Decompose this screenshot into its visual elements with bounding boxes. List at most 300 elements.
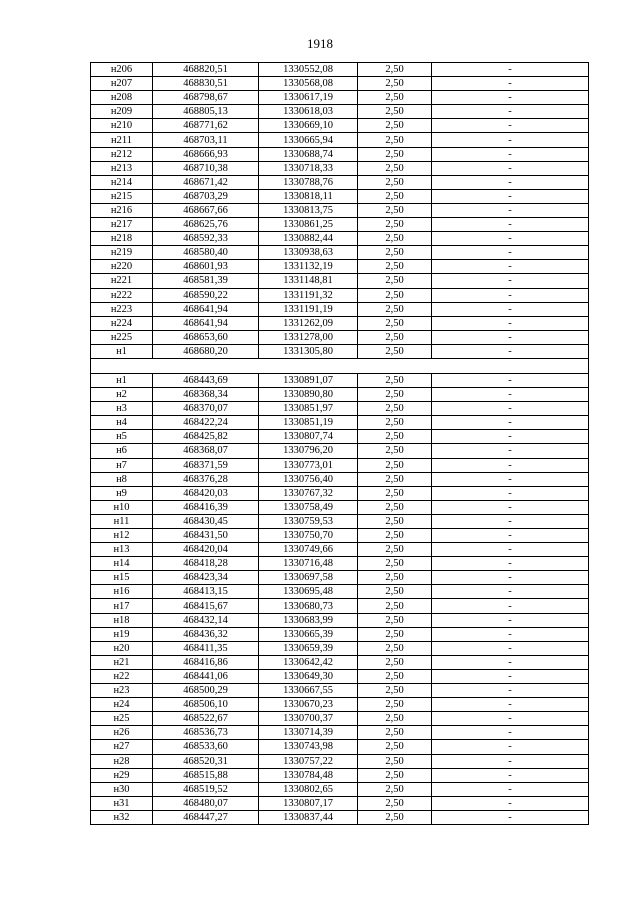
x-coordinate-cell: 468805,13 xyxy=(153,105,259,119)
y-coordinate-cell: 1330665,39 xyxy=(259,627,358,641)
note-cell: - xyxy=(432,458,589,472)
y-coordinate-cell: 1330568,08 xyxy=(259,77,358,91)
x-coordinate-cell: 468520,31 xyxy=(153,754,259,768)
value-cell: 2,50 xyxy=(358,684,432,698)
note-cell: - xyxy=(432,147,589,161)
value-cell: 2,50 xyxy=(358,613,432,627)
value-cell: 2,50 xyxy=(358,119,432,133)
x-coordinate-cell: 468653,60 xyxy=(153,330,259,344)
point-name-cell: н19 xyxy=(91,627,153,641)
table-row xyxy=(91,430,589,444)
x-coordinate-cell: 468703,29 xyxy=(153,189,259,203)
table-row xyxy=(91,810,589,824)
value-cell: 2,50 xyxy=(358,91,432,105)
note-cell: - xyxy=(432,627,589,641)
note-cell: - xyxy=(432,557,589,571)
y-coordinate-cell: 1330749,66 xyxy=(259,543,358,557)
point-name-cell: н210 xyxy=(91,119,153,133)
x-coordinate-cell: 468580,40 xyxy=(153,246,259,260)
y-coordinate-cell: 1331191,19 xyxy=(259,302,358,316)
point-name-cell: н214 xyxy=(91,175,153,189)
x-coordinate-cell: 468771,62 xyxy=(153,119,259,133)
y-coordinate-cell: 1330759,53 xyxy=(259,514,358,528)
y-coordinate-cell: 1330807,17 xyxy=(259,796,358,810)
note-cell: - xyxy=(432,712,589,726)
x-coordinate-cell: 468443,69 xyxy=(153,373,259,387)
x-coordinate-cell: 468411,35 xyxy=(153,641,259,655)
y-coordinate-cell: 1330802,65 xyxy=(259,782,358,796)
x-coordinate-cell: 468441,06 xyxy=(153,669,259,683)
note-cell: - xyxy=(432,288,589,302)
y-coordinate-cell: 1330891,07 xyxy=(259,373,358,387)
value-cell: 2,50 xyxy=(358,810,432,824)
y-coordinate-cell: 1330649,30 xyxy=(259,669,358,683)
value-cell: 2,50 xyxy=(358,232,432,246)
point-name-cell: н206 xyxy=(91,63,153,77)
y-coordinate-cell: 1330767,32 xyxy=(259,486,358,500)
value-cell: 2,50 xyxy=(358,486,432,500)
table-row xyxy=(91,189,589,203)
value-cell: 2,50 xyxy=(358,444,432,458)
table-row xyxy=(91,260,589,274)
table-row xyxy=(91,571,589,585)
table-row xyxy=(91,416,589,430)
value-cell: 2,50 xyxy=(358,754,432,768)
x-coordinate-cell: 468641,94 xyxy=(153,302,259,316)
value-cell: 2,50 xyxy=(358,63,432,77)
y-coordinate-cell: 1330665,94 xyxy=(259,133,358,147)
note-cell: - xyxy=(432,344,589,358)
y-coordinate-cell: 1330938,63 xyxy=(259,246,358,260)
x-coordinate-cell: 468415,67 xyxy=(153,599,259,613)
x-coordinate-cell: 468370,07 xyxy=(153,402,259,416)
table-row xyxy=(91,147,589,161)
note-cell: - xyxy=(432,543,589,557)
point-name-cell: н16 xyxy=(91,585,153,599)
table-row xyxy=(91,599,589,613)
table-row xyxy=(91,63,589,77)
point-name-cell: н11 xyxy=(91,514,153,528)
x-coordinate-cell: 468376,28 xyxy=(153,472,259,486)
y-coordinate-cell: 1330552,08 xyxy=(259,63,358,77)
note-cell: - xyxy=(432,232,589,246)
value-cell: 2,50 xyxy=(358,557,432,571)
x-coordinate-cell: 468820,51 xyxy=(153,63,259,77)
y-coordinate-cell: 1330807,74 xyxy=(259,430,358,444)
x-coordinate-cell: 468432,14 xyxy=(153,613,259,627)
table-row xyxy=(91,529,589,543)
y-coordinate-cell: 1331305,80 xyxy=(259,344,358,358)
point-name-cell: н23 xyxy=(91,684,153,698)
table-row xyxy=(91,246,589,260)
table-row xyxy=(91,330,589,344)
table-row xyxy=(91,712,589,726)
table-row xyxy=(91,768,589,782)
value-cell: 2,50 xyxy=(358,430,432,444)
note-cell: - xyxy=(432,105,589,119)
note-cell: - xyxy=(432,571,589,585)
table-row xyxy=(91,613,589,627)
point-name-cell: н32 xyxy=(91,810,153,824)
table-row xyxy=(91,161,589,175)
table-row xyxy=(91,288,589,302)
point-name-cell: н8 xyxy=(91,472,153,486)
table-row xyxy=(91,740,589,754)
table-row xyxy=(91,344,589,358)
point-name-cell: н209 xyxy=(91,105,153,119)
point-name-cell: н220 xyxy=(91,260,153,274)
point-name-cell: н18 xyxy=(91,613,153,627)
value-cell: 2,50 xyxy=(358,416,432,430)
y-coordinate-cell: 1330882,44 xyxy=(259,232,358,246)
point-name-cell: н218 xyxy=(91,232,153,246)
x-coordinate-cell: 468641,94 xyxy=(153,316,259,330)
point-name-cell: н221 xyxy=(91,274,153,288)
x-coordinate-cell: 468447,27 xyxy=(153,810,259,824)
table-row xyxy=(91,514,589,528)
x-coordinate-cell: 468667,66 xyxy=(153,203,259,217)
table-row xyxy=(91,175,589,189)
value-cell: 2,50 xyxy=(358,458,432,472)
note-cell: - xyxy=(432,669,589,683)
value-cell: 2,50 xyxy=(358,500,432,514)
note-cell: - xyxy=(432,472,589,486)
table-row xyxy=(91,388,589,402)
x-coordinate-cell: 468420,04 xyxy=(153,543,259,557)
note-cell: - xyxy=(432,500,589,514)
point-name-cell: н13 xyxy=(91,543,153,557)
note-cell: - xyxy=(432,91,589,105)
x-coordinate-cell: 468368,07 xyxy=(153,444,259,458)
x-coordinate-cell: 468522,67 xyxy=(153,712,259,726)
note-cell: - xyxy=(432,796,589,810)
table-row xyxy=(91,641,589,655)
table-row xyxy=(91,218,589,232)
point-name-cell: н222 xyxy=(91,288,153,302)
value-cell: 2,50 xyxy=(358,189,432,203)
table-row xyxy=(91,91,589,105)
note-cell: - xyxy=(432,430,589,444)
value-cell: 2,50 xyxy=(358,274,432,288)
x-coordinate-cell: 468533,60 xyxy=(153,740,259,754)
note-cell: - xyxy=(432,698,589,712)
point-name-cell: н21 xyxy=(91,655,153,669)
x-coordinate-cell: 468431,50 xyxy=(153,529,259,543)
note-cell: - xyxy=(432,444,589,458)
x-coordinate-cell: 468480,07 xyxy=(153,796,259,810)
table-row xyxy=(91,655,589,669)
y-coordinate-cell: 1331191,32 xyxy=(259,288,358,302)
note-cell: - xyxy=(432,655,589,669)
value-cell: 2,50 xyxy=(358,316,432,330)
point-name-cell: н28 xyxy=(91,754,153,768)
table-row xyxy=(91,133,589,147)
x-coordinate-cell: 468666,93 xyxy=(153,147,259,161)
y-coordinate-cell: 1330861,25 xyxy=(259,218,358,232)
note-cell: - xyxy=(432,203,589,217)
table-row xyxy=(91,796,589,810)
y-coordinate-cell: 1330813,75 xyxy=(259,203,358,217)
x-coordinate-cell: 468416,86 xyxy=(153,655,259,669)
table-row xyxy=(91,316,589,330)
y-coordinate-cell: 1330695,48 xyxy=(259,585,358,599)
note-cell: - xyxy=(432,388,589,402)
x-coordinate-cell: 468830,51 xyxy=(153,77,259,91)
point-name-cell: н2 xyxy=(91,388,153,402)
point-name-cell: н225 xyxy=(91,330,153,344)
y-coordinate-cell: 1330851,97 xyxy=(259,402,358,416)
value-cell: 2,50 xyxy=(358,147,432,161)
x-coordinate-cell: 468590,22 xyxy=(153,288,259,302)
note-cell: - xyxy=(432,316,589,330)
y-coordinate-cell: 1330618,03 xyxy=(259,105,358,119)
point-name-cell: н31 xyxy=(91,796,153,810)
point-name-cell: н1 xyxy=(91,344,153,358)
note-cell: - xyxy=(432,768,589,782)
value-cell: 2,50 xyxy=(358,669,432,683)
y-coordinate-cell: 1330743,98 xyxy=(259,740,358,754)
table-row xyxy=(91,472,589,486)
note-cell: - xyxy=(432,260,589,274)
value-cell: 2,50 xyxy=(358,571,432,585)
note-cell: - xyxy=(432,330,589,344)
point-name-cell: н7 xyxy=(91,458,153,472)
table-row xyxy=(91,232,589,246)
table-row xyxy=(91,500,589,514)
note-cell: - xyxy=(432,246,589,260)
point-name-cell: н213 xyxy=(91,161,153,175)
value-cell: 2,50 xyxy=(358,105,432,119)
x-coordinate-cell: 468703,11 xyxy=(153,133,259,147)
point-name-cell: н5 xyxy=(91,430,153,444)
x-coordinate-cell: 468436,32 xyxy=(153,627,259,641)
table-row xyxy=(91,782,589,796)
coordinates-table xyxy=(90,62,589,825)
x-coordinate-cell: 468420,03 xyxy=(153,486,259,500)
point-name-cell: н12 xyxy=(91,529,153,543)
x-coordinate-cell: 468422,24 xyxy=(153,416,259,430)
value-cell: 2,50 xyxy=(358,203,432,217)
y-coordinate-cell: 1330788,76 xyxy=(259,175,358,189)
note-cell: - xyxy=(432,274,589,288)
table-row xyxy=(91,669,589,683)
point-name-cell: н14 xyxy=(91,557,153,571)
value-cell: 2,50 xyxy=(358,627,432,641)
x-coordinate-cell: 468601,93 xyxy=(153,260,259,274)
x-coordinate-cell: 468581,39 xyxy=(153,274,259,288)
value-cell: 2,50 xyxy=(358,246,432,260)
y-coordinate-cell: 1330680,73 xyxy=(259,599,358,613)
y-coordinate-cell: 1331262,09 xyxy=(259,316,358,330)
table-row xyxy=(91,77,589,91)
table-row xyxy=(91,486,589,500)
coordinates-table-body xyxy=(91,63,589,825)
y-coordinate-cell: 1330617,19 xyxy=(259,91,358,105)
y-coordinate-cell: 1330642,42 xyxy=(259,655,358,669)
value-cell: 2,50 xyxy=(358,585,432,599)
x-coordinate-cell: 468515,88 xyxy=(153,768,259,782)
note-cell: - xyxy=(432,416,589,430)
point-name-cell: н29 xyxy=(91,768,153,782)
y-coordinate-cell: 1330851,19 xyxy=(259,416,358,430)
note-cell: - xyxy=(432,175,589,189)
point-name-cell: н30 xyxy=(91,782,153,796)
note-cell: - xyxy=(432,810,589,824)
note-cell: - xyxy=(432,133,589,147)
note-cell: - xyxy=(432,77,589,91)
section-separator-cell xyxy=(91,358,589,373)
note-cell: - xyxy=(432,402,589,416)
note-cell: - xyxy=(432,218,589,232)
note-cell: - xyxy=(432,613,589,627)
y-coordinate-cell: 1330716,48 xyxy=(259,557,358,571)
x-coordinate-cell: 468671,42 xyxy=(153,175,259,189)
note-cell: - xyxy=(432,641,589,655)
note-cell: - xyxy=(432,754,589,768)
value-cell: 2,50 xyxy=(358,402,432,416)
y-coordinate-cell: 1330700,37 xyxy=(259,712,358,726)
x-coordinate-cell: 468506,10 xyxy=(153,698,259,712)
y-coordinate-cell: 1331132,19 xyxy=(259,260,358,274)
table-row xyxy=(91,543,589,557)
y-coordinate-cell: 1330756,40 xyxy=(259,472,358,486)
x-coordinate-cell: 468430,45 xyxy=(153,514,259,528)
value-cell: 2,50 xyxy=(358,599,432,613)
note-cell: - xyxy=(432,161,589,175)
y-coordinate-cell: 1330890,80 xyxy=(259,388,358,402)
y-coordinate-cell: 1330818,11 xyxy=(259,189,358,203)
value-cell: 2,50 xyxy=(358,260,432,274)
x-coordinate-cell: 468418,28 xyxy=(153,557,259,571)
y-coordinate-cell: 1330669,10 xyxy=(259,119,358,133)
value-cell: 2,50 xyxy=(358,330,432,344)
point-name-cell: н22 xyxy=(91,669,153,683)
point-name-cell: н24 xyxy=(91,698,153,712)
y-coordinate-cell: 1330757,22 xyxy=(259,754,358,768)
point-name-cell: н215 xyxy=(91,189,153,203)
value-cell: 2,50 xyxy=(358,796,432,810)
x-coordinate-cell: 468500,29 xyxy=(153,684,259,698)
x-coordinate-cell: 468798,67 xyxy=(153,91,259,105)
y-coordinate-cell: 1330667,55 xyxy=(259,684,358,698)
y-coordinate-cell: 1330688,74 xyxy=(259,147,358,161)
table-row xyxy=(91,698,589,712)
note-cell: - xyxy=(432,529,589,543)
x-coordinate-cell: 468625,76 xyxy=(153,218,259,232)
note-cell: - xyxy=(432,486,589,500)
value-cell: 2,50 xyxy=(358,768,432,782)
point-name-cell: н20 xyxy=(91,641,153,655)
y-coordinate-cell: 1330837,44 xyxy=(259,810,358,824)
y-coordinate-cell: 1330659,39 xyxy=(259,641,358,655)
note-cell: - xyxy=(432,740,589,754)
note-cell: - xyxy=(432,726,589,740)
value-cell: 2,50 xyxy=(358,726,432,740)
note-cell: - xyxy=(432,514,589,528)
value-cell: 2,50 xyxy=(358,712,432,726)
point-name-cell: н17 xyxy=(91,599,153,613)
x-coordinate-cell: 468416,39 xyxy=(153,500,259,514)
point-name-cell: н207 xyxy=(91,77,153,91)
value-cell: 2,50 xyxy=(358,698,432,712)
point-name-cell: н1 xyxy=(91,373,153,387)
value-cell: 2,50 xyxy=(358,388,432,402)
value-cell: 2,50 xyxy=(358,514,432,528)
table-row xyxy=(91,585,589,599)
value-cell: 2,50 xyxy=(358,288,432,302)
y-coordinate-cell: 1330796,20 xyxy=(259,444,358,458)
value-cell: 2,50 xyxy=(358,543,432,557)
table-row xyxy=(91,402,589,416)
table-row xyxy=(91,684,589,698)
y-coordinate-cell: 1330683,99 xyxy=(259,613,358,627)
y-coordinate-cell: 1331148,81 xyxy=(259,274,358,288)
note-cell: - xyxy=(432,585,589,599)
x-coordinate-cell: 468413,15 xyxy=(153,585,259,599)
table-row xyxy=(91,458,589,472)
point-name-cell: н15 xyxy=(91,571,153,585)
value-cell: 2,50 xyxy=(358,472,432,486)
table-row xyxy=(91,203,589,217)
note-cell: - xyxy=(432,599,589,613)
point-name-cell: н6 xyxy=(91,444,153,458)
table-row xyxy=(91,627,589,641)
table-row xyxy=(91,274,589,288)
point-name-cell: н4 xyxy=(91,416,153,430)
point-name-cell: н9 xyxy=(91,486,153,500)
value-cell: 2,50 xyxy=(358,175,432,189)
table-row xyxy=(91,726,589,740)
y-coordinate-cell: 1330714,39 xyxy=(259,726,358,740)
value-cell: 2,50 xyxy=(358,218,432,232)
x-coordinate-cell: 468536,73 xyxy=(153,726,259,740)
x-coordinate-cell: 468592,33 xyxy=(153,232,259,246)
point-name-cell: н224 xyxy=(91,316,153,330)
point-name-cell: н219 xyxy=(91,246,153,260)
table-row xyxy=(91,373,589,387)
y-coordinate-cell: 1330718,33 xyxy=(259,161,358,175)
point-name-cell: н216 xyxy=(91,203,153,217)
x-coordinate-cell: 468519,52 xyxy=(153,782,259,796)
y-coordinate-cell: 1330784,48 xyxy=(259,768,358,782)
y-coordinate-cell: 1330670,23 xyxy=(259,698,358,712)
point-name-cell: н10 xyxy=(91,500,153,514)
point-name-cell: н212 xyxy=(91,147,153,161)
page-number: 1918 xyxy=(307,36,333,51)
point-name-cell: н208 xyxy=(91,91,153,105)
y-coordinate-cell: 1330773,01 xyxy=(259,458,358,472)
value-cell: 2,50 xyxy=(358,344,432,358)
table-row xyxy=(91,302,589,316)
point-name-cell: н211 xyxy=(91,133,153,147)
x-coordinate-cell: 468371,59 xyxy=(153,458,259,472)
value-cell: 2,50 xyxy=(358,740,432,754)
note-cell: - xyxy=(432,119,589,133)
y-coordinate-cell: 1330758,49 xyxy=(259,500,358,514)
value-cell: 2,50 xyxy=(358,133,432,147)
table-row xyxy=(91,444,589,458)
point-name-cell: н26 xyxy=(91,726,153,740)
point-name-cell: н3 xyxy=(91,402,153,416)
point-name-cell: н223 xyxy=(91,302,153,316)
x-coordinate-cell: 468368,34 xyxy=(153,388,259,402)
table-row xyxy=(91,557,589,571)
point-name-cell: н217 xyxy=(91,218,153,232)
point-name-cell: н27 xyxy=(91,740,153,754)
value-cell: 2,50 xyxy=(358,641,432,655)
x-coordinate-cell: 468680,20 xyxy=(153,344,259,358)
x-coordinate-cell: 468425,82 xyxy=(153,430,259,444)
